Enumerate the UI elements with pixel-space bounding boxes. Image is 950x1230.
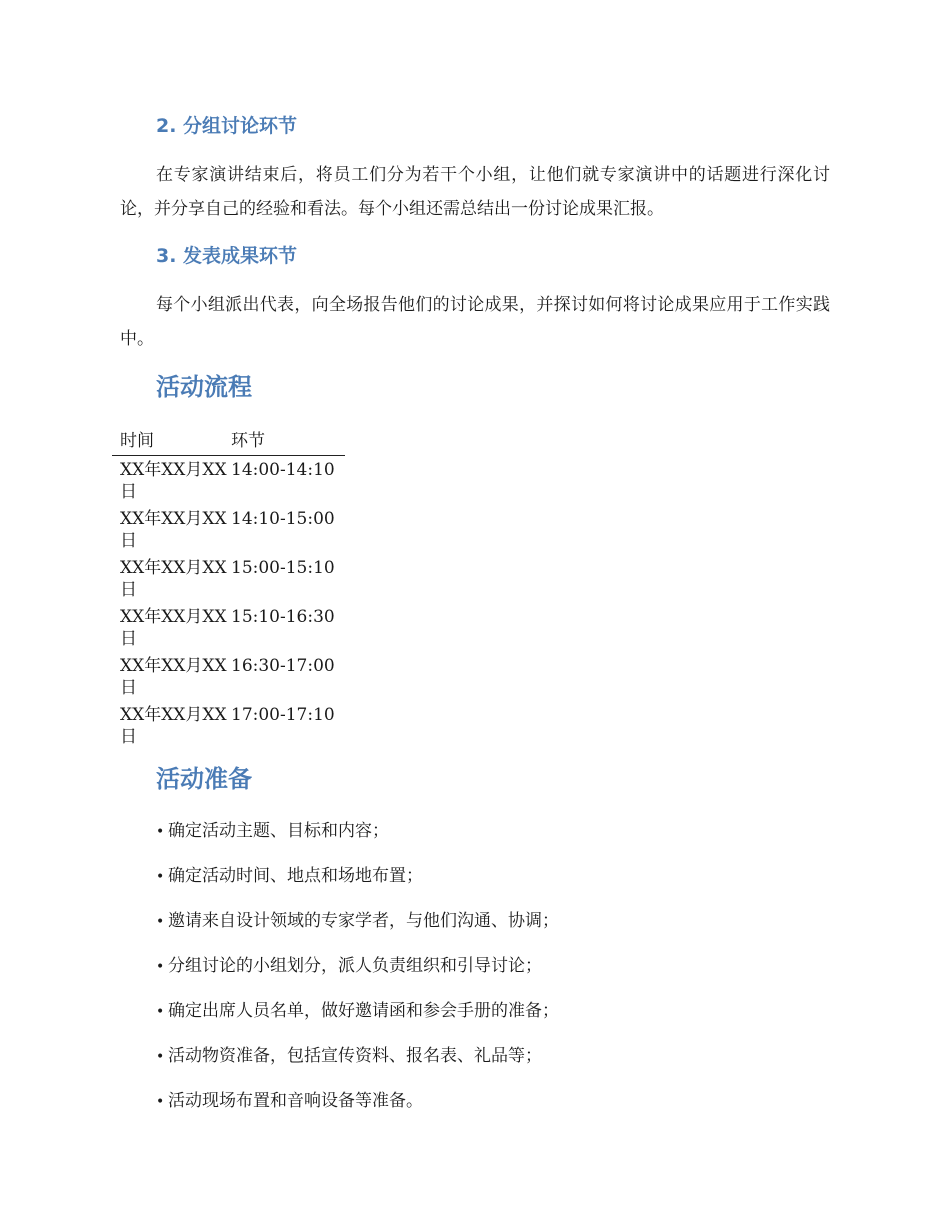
list-item-text: 活动现场布置和音响设备等准备。 <box>168 1091 423 1111</box>
bullet-icon: • <box>156 1004 165 1020</box>
table-row <box>112 603 345 652</box>
schedule-table <box>112 428 345 750</box>
bullet-icon: • <box>156 824 165 840</box>
bullet-icon: • <box>156 914 165 930</box>
cell-segment: 14:00-14:10 <box>231 460 335 480</box>
table-row <box>112 652 345 701</box>
list-item-text: 活动物资准备，包括宣传资料、报名表、礼品等； <box>168 1046 542 1066</box>
list-item-text: 确定活动时间、地点和场地布置； <box>168 866 423 886</box>
cell-segment: 17:00-17:10 <box>231 705 335 725</box>
cell-segment: 15:00-15:10 <box>231 558 335 578</box>
section-heading-schedule: 活动流程 <box>156 373 252 401</box>
cell-segment: 16:30-17:00 <box>231 656 335 676</box>
bullet-icon: • <box>156 1094 165 1110</box>
preparation-list <box>156 816 559 1131</box>
bullet-icon: • <box>156 959 165 975</box>
section-heading-preparation: 活动准备 <box>156 765 252 793</box>
paragraph-group-discussion: 在专家演讲结束后，将员工们分为若干个小组，让他们就专家演讲中的话题进行深化讨论，并分享自己的经验和看法。每个小组还需总结出一份讨论成果汇报。 <box>120 165 830 219</box>
cell-time: XX年XX月XX日 <box>120 558 227 600</box>
column-header-time: 时间 <box>120 431 154 451</box>
table-row <box>112 554 345 603</box>
bullet-icon: • <box>156 1049 165 1065</box>
cell-time: XX年XX月XX日 <box>120 460 227 502</box>
column-header-segment: 环节 <box>231 431 265 451</box>
paragraph-results-presentation: 每个小组派出代表，向全场报告他们的讨论成果，并探讨如何将讨论成果应用于工作实践中。 <box>120 295 830 349</box>
section-heading-results-presentation: 3. 发表成果环节 <box>156 245 298 267</box>
list-item <box>156 861 559 906</box>
list-item <box>156 996 559 1041</box>
list-item <box>156 1086 559 1131</box>
cell-segment: 14:10-15:00 <box>231 509 335 529</box>
section-heading-group-discussion: 2. 分组讨论环节 <box>156 115 298 137</box>
table-row <box>112 505 345 554</box>
list-item-text: 确定出席人员名单，做好邀请函和参会手册的准备； <box>168 1001 559 1021</box>
list-item-text: 分组讨论的小组划分，派人负责组织和引导讨论； <box>168 956 542 976</box>
table-row <box>112 701 345 750</box>
bullet-icon: • <box>156 869 165 885</box>
cell-time: XX年XX月XX日 <box>120 509 227 551</box>
cell-time: XX年XX月XX日 <box>120 705 227 747</box>
cell-segment: 15:10-16:30 <box>231 607 335 627</box>
list-item-text: 邀请来自设计领域的专家学者，与他们沟通、协调； <box>168 911 559 931</box>
list-item <box>156 906 559 951</box>
list-item <box>156 1041 559 1086</box>
table-header <box>112 428 345 456</box>
table-row <box>112 456 345 505</box>
list-item <box>156 951 559 996</box>
cell-time: XX年XX月XX日 <box>120 607 227 649</box>
list-item <box>156 816 559 861</box>
list-item-text: 确定活动主题、目标和内容； <box>168 821 389 841</box>
cell-time: XX年XX月XX日 <box>120 656 227 698</box>
